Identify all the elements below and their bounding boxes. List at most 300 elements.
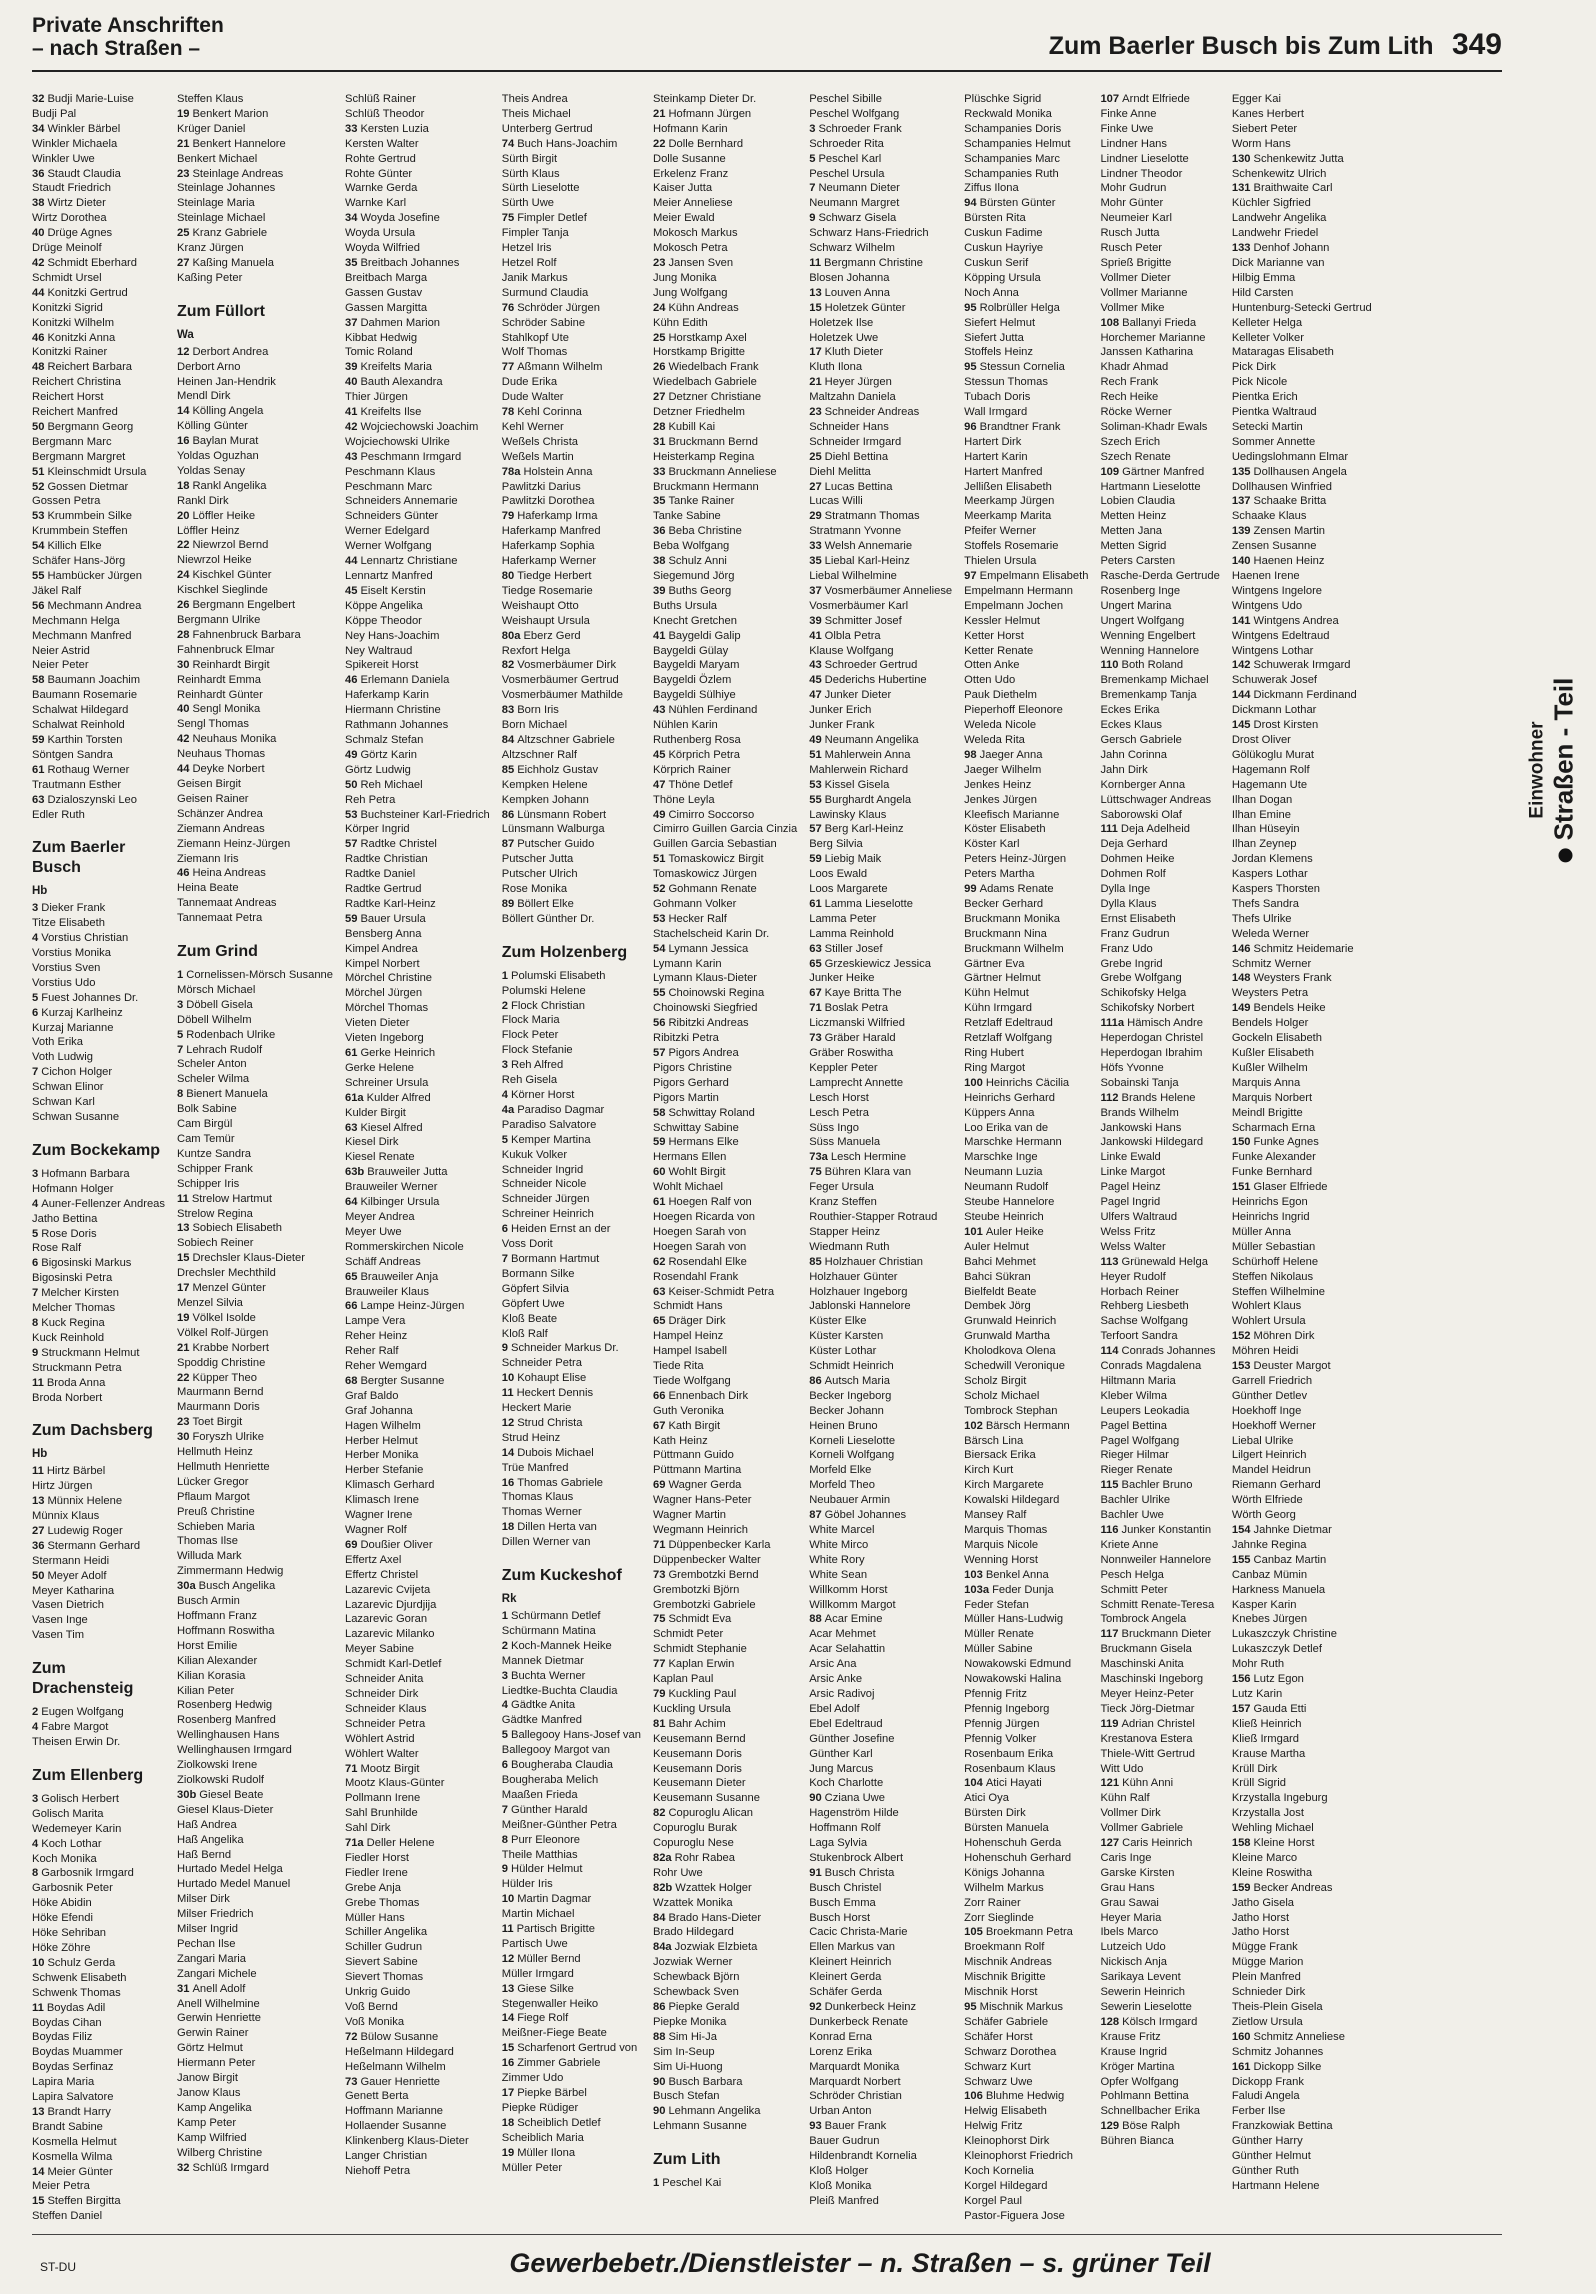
resident-entry [1232,748,1372,763]
house-number: 75 [809,1166,822,1179]
resident-entry [345,897,490,912]
resident-name: Helwig Fritz [964,2120,1023,2133]
resident-name: Strud Christa [517,1416,583,1429]
resident-entry [32,2120,165,2135]
house-number: 27 [809,480,822,493]
resident-entry [502,793,641,808]
resident-name: Schmidt Peter [652,1628,724,1641]
resident-name: Tiede Rita [652,1360,704,1373]
resident-entry [32,1256,165,1271]
street-heading: Zum Ellenberg [32,1766,144,1784]
resident-name: Wenning Horst [964,1553,1038,1566]
resident-entry [1100,301,1219,316]
resident-entry [177,747,333,762]
resident-name: Schneider Ingrid [501,1163,584,1176]
resident-entry [1232,1538,1372,1553]
resident-name: Neier Peter [32,659,89,672]
house-number: 65 [344,1270,358,1283]
house-number: 27 [32,1524,45,1537]
resident-name: Grebe Anja [344,1881,401,1894]
resident-name: Pick Dirk [1231,361,1276,374]
house-number: 153 [1231,1360,1251,1373]
resident-name: Lapira Salvatore [32,2091,114,2104]
house-number: 94 [964,197,977,210]
resident-name: Nowakowski Halina [964,1673,1062,1686]
resident-name: Meißner-Günther Petra [501,1818,617,1831]
resident-entry [653,1553,797,1568]
resident-entry [1100,92,1219,107]
resident-entry [502,480,641,495]
resident-entry [1100,1940,1219,1955]
resident-entry [177,1803,333,1818]
resident-entry [653,554,797,569]
resident-name: Adrian Christel [1121,1717,1195,1730]
resident-name: Meyer Katharina [32,1584,115,1597]
resident-entry [32,931,165,946]
resident-name: Röcke Werner [1100,406,1172,419]
resident-entry [177,1788,333,1803]
resident-name: Holzhauer Christian [824,1255,923,1268]
directory-column [177,92,333,2224]
house-number: 12 [177,345,190,358]
resident-entry [964,1463,1088,1478]
house-number: 54 [32,540,45,553]
resident-name: Janssen Katharina [1100,346,1194,359]
resident-name: Janik Markus [501,271,568,284]
resident-name: Höke Zöhre [32,1941,91,1954]
resident-name: Lampe Vera [344,1315,406,1328]
resident-name: Acar Mehmet [809,1628,876,1641]
resident-name: Heyer Maria [1100,1911,1162,1924]
resident-entry [32,1316,165,1331]
house-number: 127 [1100,1837,1120,1850]
directory-columns [32,92,1487,2223]
resident-entry [345,1195,490,1210]
resident-name: Deja Adelheid [1120,823,1190,836]
resident-name: Korgel Paul [964,2194,1023,2207]
resident-name: Thielen Ursula [964,555,1037,568]
resident-entry [1100,539,1219,554]
resident-entry [653,1448,797,1463]
resident-entry [809,569,952,584]
resident-name: Strelow Hartmut [191,1192,273,1205]
resident-name: Zensen Martin [1253,525,1326,538]
resident-name: Theile Matthias [501,1848,578,1861]
resident-name: Gauda Etti [1253,1702,1307,1715]
house-number: 137 [1231,495,1251,508]
resident-name: Günther Josefine [809,1732,895,1745]
resident-name: Wintgens Andrea [1253,614,1339,627]
house-number: 15 [32,2195,45,2208]
resident-name: Stratmann Yvonne [809,525,902,538]
resident-entry [1232,2149,1372,2164]
resident-entry [1100,241,1219,256]
resident-entry [32,1735,165,1750]
house-number: 88 [652,2030,666,2043]
resident-name: Hirtz Jürgen [32,1480,93,1493]
resident-name: Beba Christine [668,525,742,538]
resident-name: Mandel Heidrun [1231,1464,1311,1477]
resident-name: Detzner Friedhelm [652,406,746,419]
resident-name: Stoffels Heinz [964,346,1033,359]
resident-entry [1100,1732,1219,1747]
resident-entry [502,1520,641,1535]
resident-entry [1232,703,1372,718]
house-number: 74 [501,137,515,150]
resident-entry [177,1952,333,1967]
resident-entry [964,1612,1088,1627]
district-code: Hb [32,885,48,898]
house-number: 105 [964,1926,983,1939]
resident-entry [177,1356,333,1371]
resident-name: Autsch Maria [824,1374,890,1387]
resident-entry [964,1135,1088,1150]
resident-name: Reinhardt Birgit [192,658,270,671]
resident-name: Winkler Uwe [32,152,95,165]
resident-entry [964,196,1088,211]
house-number: 14 [501,1446,515,1459]
resident-entry [809,1344,952,1359]
resident-name: Garske Kirsten [1100,1866,1175,1879]
resident-entry [809,957,952,972]
resident-entry [809,211,952,226]
resident-name: Ney Waltraud [344,644,413,657]
resident-name: Baylan Murat [192,435,259,448]
resident-entry [502,1312,641,1327]
resident-name: Gärtner Manfred [1122,465,1205,478]
resident-name: Lindner Hans [1100,137,1167,150]
resident-entry [653,1255,797,1270]
house-number: 51 [32,465,45,478]
resident-name: Giesel Klaus-Dieter [177,1803,274,1816]
resident-name: Wohlert Ursula [1231,1315,1306,1328]
resident-entry [809,1672,952,1687]
resident-name: Anell Adolf [192,1982,246,1995]
resident-name: Mügge Marion [1231,1956,1304,1969]
resident-entry [809,1821,952,1836]
resident-name: Born Iris [517,704,559,717]
resident-name: Haferkamp Manfred [501,525,601,538]
resident-entry [809,688,952,703]
resident-name: Baygeldi Sülhiye [652,689,736,702]
resident-name: Klimasch Irene [344,1494,419,1507]
resident-entry [1100,1657,1219,1672]
resident-name: Hofmann Jürgen [668,107,752,120]
resident-name: Hetzel Rolf [501,256,557,269]
house-number: 23 [652,256,666,269]
resident-name: Wagner Rolf [344,1524,407,1536]
house-number: 14 [501,2012,515,2025]
resident-entry [1100,644,1219,659]
resident-entry [502,1163,641,1178]
resident-entry [809,986,952,1001]
resident-name: Reher Ralf [344,1345,399,1358]
resident-name: Weßels Martin [501,450,574,463]
resident-name: Helwig Elisabeth [964,2105,1047,2118]
resident-name: Killich Elke [47,540,102,553]
resident-entry [653,1836,797,1851]
resident-name: Kleinschmidt Ursula [47,465,147,478]
resident-entry [653,986,797,1001]
resident-entry [653,1150,797,1165]
house-number: 106 [964,2090,983,2103]
resident-name: Günther Harry [1231,2135,1303,2148]
house-number: 3 [501,1669,508,1682]
house-number: 108 [1100,316,1120,329]
house-number: 73 [809,1032,822,1045]
resident-entry [809,852,952,867]
resident-entry [177,1549,333,1564]
resident-name: Horstkamp Brigitte [652,346,745,359]
resident-name: Otten Udo [964,674,1016,687]
resident-name: Jatho Gisela [1231,1896,1295,1909]
resident-entry [177,1624,333,1639]
resident-name: Edler Ruth [32,808,85,821]
resident-entry [177,598,333,613]
resident-name: Gassen Gustav [344,286,423,299]
house-number: 67 [652,1419,666,1432]
resident-name: Fiedler Horst [344,1851,410,1864]
resident-name: Maltzahn Daniela [809,391,896,404]
resident-name: Drechsler Mechthild [177,1267,276,1280]
resident-entry [502,1997,641,2012]
resident-name: Vorstius Sven [32,961,101,974]
resident-name: Körprich Rainer [652,763,731,776]
house-number: 63 [809,942,822,955]
house-number: 61 [32,763,45,776]
resident-name: Bürsten Dirk [964,1807,1026,1820]
resident-name: Schäfer Gerda [809,1986,882,1999]
resident-entry [964,122,1088,137]
footer-note: Gewerbebetr./Dienstleister – n. Straßen – s. grüner Teil [509,2248,1211,2278]
resident-entry [653,614,797,629]
resident-entry [177,1475,333,1490]
house-number: 75 [652,1613,666,1626]
house-number: 7 [177,1043,184,1056]
resident-name: Meier Petra [32,2180,90,2193]
resident-name: Plüschke Sigrid [964,93,1042,105]
resident-name: Stiller Josef [824,942,883,955]
resident-name: Kelleter Helga [1231,316,1303,329]
resident-entry [32,152,165,167]
house-number: 152 [1231,1330,1251,1343]
resident-entry [502,1624,641,1639]
resident-entry [502,1476,641,1491]
resident-entry [177,137,333,152]
resident-name: Purr Eleonore [511,1833,581,1846]
resident-entry [653,167,797,182]
street-heading: Zum Dachsberg [32,1422,153,1440]
resident-entry [502,539,641,554]
house-number: 68 [344,1374,358,1387]
resident-name: Horbach Reiner [1100,1285,1179,1298]
resident-name: Kranz Jürgen [177,242,244,255]
resident-name: Benkert Michael [177,152,258,165]
resident-name: Ilhan Dogan [1231,793,1293,806]
house-number: 67 [809,987,822,1000]
house-number: 55 [809,793,822,806]
resident-name: Saborowski Olaf [1100,808,1182,821]
house-number: 6 [32,1257,39,1270]
resident-entry [964,2104,1088,2119]
house-number: 7 [501,1252,508,1265]
resident-entry [809,2030,952,2045]
resident-name: Böllert Elke [517,897,574,910]
resident-name: Woyda Josefine [360,212,440,225]
resident-name: Staudt Claudia [47,167,121,180]
resident-entry [1232,1299,1372,1314]
resident-name: Kranz Gabriele [192,227,268,240]
resident-entry [32,703,165,718]
house-number: 49 [809,733,822,746]
resident-entry [32,1021,165,1036]
resident-name: Bülow Susanne [360,2030,439,2043]
house-number: 33 [344,122,358,135]
resident-name: Aßmann Wilhelm [517,361,603,374]
resident-name: Biersack Erika [964,1449,1036,1462]
resident-entry [964,1583,1088,1598]
resident-entry [345,1091,490,1106]
resident-entry [1100,912,1219,927]
house-number: 46 [177,867,190,880]
resident-entry [809,808,952,823]
resident-name: Doußier Oliver [360,1538,433,1551]
resident-name: Thier Jürgen [344,391,408,404]
resident-entry [964,107,1088,122]
resident-name: Neumeier Karl [1100,212,1172,225]
resident-entry [653,1881,797,1896]
resident-name: Neier Astrid [32,644,90,657]
resident-entry [177,196,333,211]
resident-entry [32,1301,165,1316]
resident-name: Wilberg Christine [177,2146,263,2159]
resident-name: Schmidt Eva [668,1613,732,1626]
resident-entry [964,1061,1088,1076]
house-number: 66 [652,1389,666,1402]
resident-entry [964,420,1088,435]
resident-name: Pollmann Irene [344,1792,421,1805]
resident-name: Eckes Erika [1100,704,1160,717]
resident-name: Lazarevic Cvijeta [344,1583,431,1596]
resident-entry [964,2030,1088,2045]
resident-name: Reichert Barbara [47,361,133,374]
house-number: 38 [652,555,666,568]
resident-name: Drechsler Klaus-Dieter [192,1252,305,1265]
resident-entry [1232,1881,1372,1896]
resident-name: Lesch Horst [809,1091,869,1104]
resident-entry [809,1076,952,1091]
resident-name: Flock Stefanie [501,1044,573,1057]
resident-name: Königs Johanna [964,1866,1045,1879]
resident-entry [964,897,1088,912]
resident-name: Schewback Björn [652,1971,740,1984]
resident-entry [1232,1911,1372,1926]
resident-name: Kurzaj Marianne [32,1021,114,1034]
resident-entry [809,942,952,957]
house-number: 71 [809,1002,822,1015]
resident-entry [502,1490,641,1505]
resident-entry [177,345,333,360]
resident-entry [809,1389,952,1404]
resident-entry [1232,1717,1372,1732]
resident-entry [1100,211,1219,226]
house-number: 18 [501,1521,515,1534]
resident-name: Benkert Hannelore [192,137,286,150]
resident-entry [964,1016,1088,1031]
resident-entry [177,494,333,509]
resident-entry [345,1180,490,1195]
resident-entry [502,1192,641,1207]
resident-entry [809,360,952,375]
resident-name: Kehl Corinna [517,406,582,419]
resident-name: Junker Dieter [824,689,892,702]
resident-name: Weßels Christa [501,435,579,448]
house-number: 5 [501,1729,508,1742]
resident-entry [653,345,797,360]
resident-entry [809,1955,952,1970]
resident-entry [177,807,333,822]
resident-name: Rose Monika [501,883,568,896]
resident-name: Hampel Heinz [652,1330,724,1343]
resident-name: Kleinert Heinrich [809,1956,892,1969]
resident-entry [345,1911,490,1926]
house-number: 61a [344,1091,364,1104]
resident-name: Brauweiler Werner [344,1181,438,1194]
resident-entry [1232,1642,1372,1657]
resident-entry [809,1627,952,1642]
resident-name: Niehoff Petra [344,2164,411,2177]
resident-entry [653,2075,797,2090]
resident-entry [345,778,490,793]
resident-entry [1232,2119,1372,2134]
resident-entry [32,465,165,480]
resident-name: Pfennig Fritz [964,1687,1027,1700]
directory-column [502,92,641,2224]
resident-entry [345,957,490,972]
resident-name: Maurmann Doris [177,1401,260,1414]
house-number: 10 [501,1372,515,1385]
resident-name: Wohlt Michael [652,1181,724,1194]
resident-name: Ferber Ilse [1231,2105,1286,2118]
resident-name: Sachse Wolfgang [1100,1315,1188,1328]
house-number: 1 [177,969,184,982]
resident-name: Bruckmann Gisela [1100,1643,1192,1656]
house-number: 104 [964,1777,983,1790]
resident-name: Vollmer Dirk [1100,1807,1161,1820]
resident-name: Schwarz Dorothea [964,2045,1057,2058]
resident-name: Neumann Luzia [964,1166,1043,1179]
resident-name: Hartert Dirk [964,435,1022,448]
resident-entry [964,1150,1088,1165]
resident-name: Kühn Ralf [1100,1792,1150,1805]
resident-name: Schmidt Ursel [32,271,102,284]
resident-entry [502,122,641,137]
resident-name: Mechmann Andrea [47,599,142,612]
resident-entry [177,1534,333,1549]
resident-entry [1232,957,1372,972]
resident-name: Rankl Angelika [192,479,267,492]
resident-entry [1232,494,1372,509]
resident-entry [177,1460,333,1475]
resident-name: Wall Irmgard [964,406,1028,419]
resident-name: Bormann Hartmut [511,1252,600,1265]
resident-entry [653,808,797,823]
resident-name: Martin Michael [501,1908,575,1921]
house-number: 4 [501,1699,508,1712]
resident-entry [32,480,165,495]
resident-entry [653,778,797,793]
resident-name: Finke Uwe [1100,122,1154,135]
